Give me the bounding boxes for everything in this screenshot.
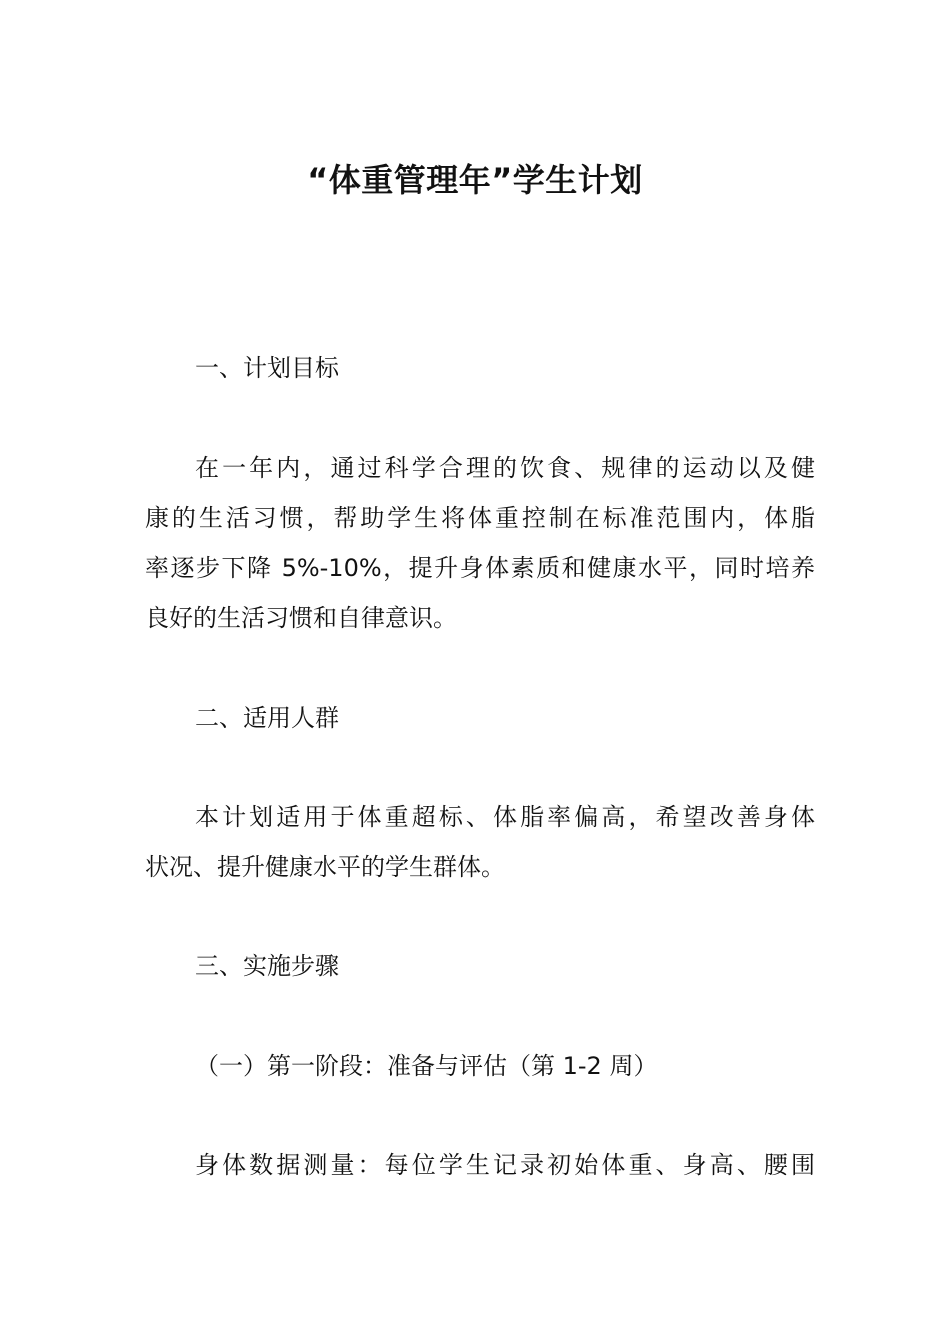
section-heading-steps: 三、实施步骤 <box>195 952 339 980</box>
paragraph-line: 在一年内，通过科学合理的饮食、规律的运动以及健 <box>195 454 815 482</box>
paragraph-line: 身体数据测量：每位学生记录初始体重、身高、腰围 <box>195 1151 815 1179</box>
paragraph-line: 康的生活习惯，帮助学生将体重控制在标准范围内，体脂 <box>145 504 815 532</box>
paragraph-line: 率逐步下降 5%-10%，提升身体素质和健康水平，同时培养 <box>145 554 815 582</box>
paragraph-line: 状况、提升健康水平的学生群体。 <box>145 853 505 881</box>
paragraph-line: 本计划适用于体重超标、体脂率偏高，希望改善身体 <box>195 803 815 831</box>
document-title: “体重管理年”学生计划 <box>307 161 643 199</box>
paragraph-line: 良好的生活习惯和自律意识。 <box>145 604 457 632</box>
section-heading-goals: 一、计划目标 <box>195 354 339 382</box>
subsection-heading-phase-one: （一）第一阶段：准备与评估（第 1-2 周） <box>195 1052 658 1080</box>
section-heading-audience: 二、适用人群 <box>195 704 339 732</box>
